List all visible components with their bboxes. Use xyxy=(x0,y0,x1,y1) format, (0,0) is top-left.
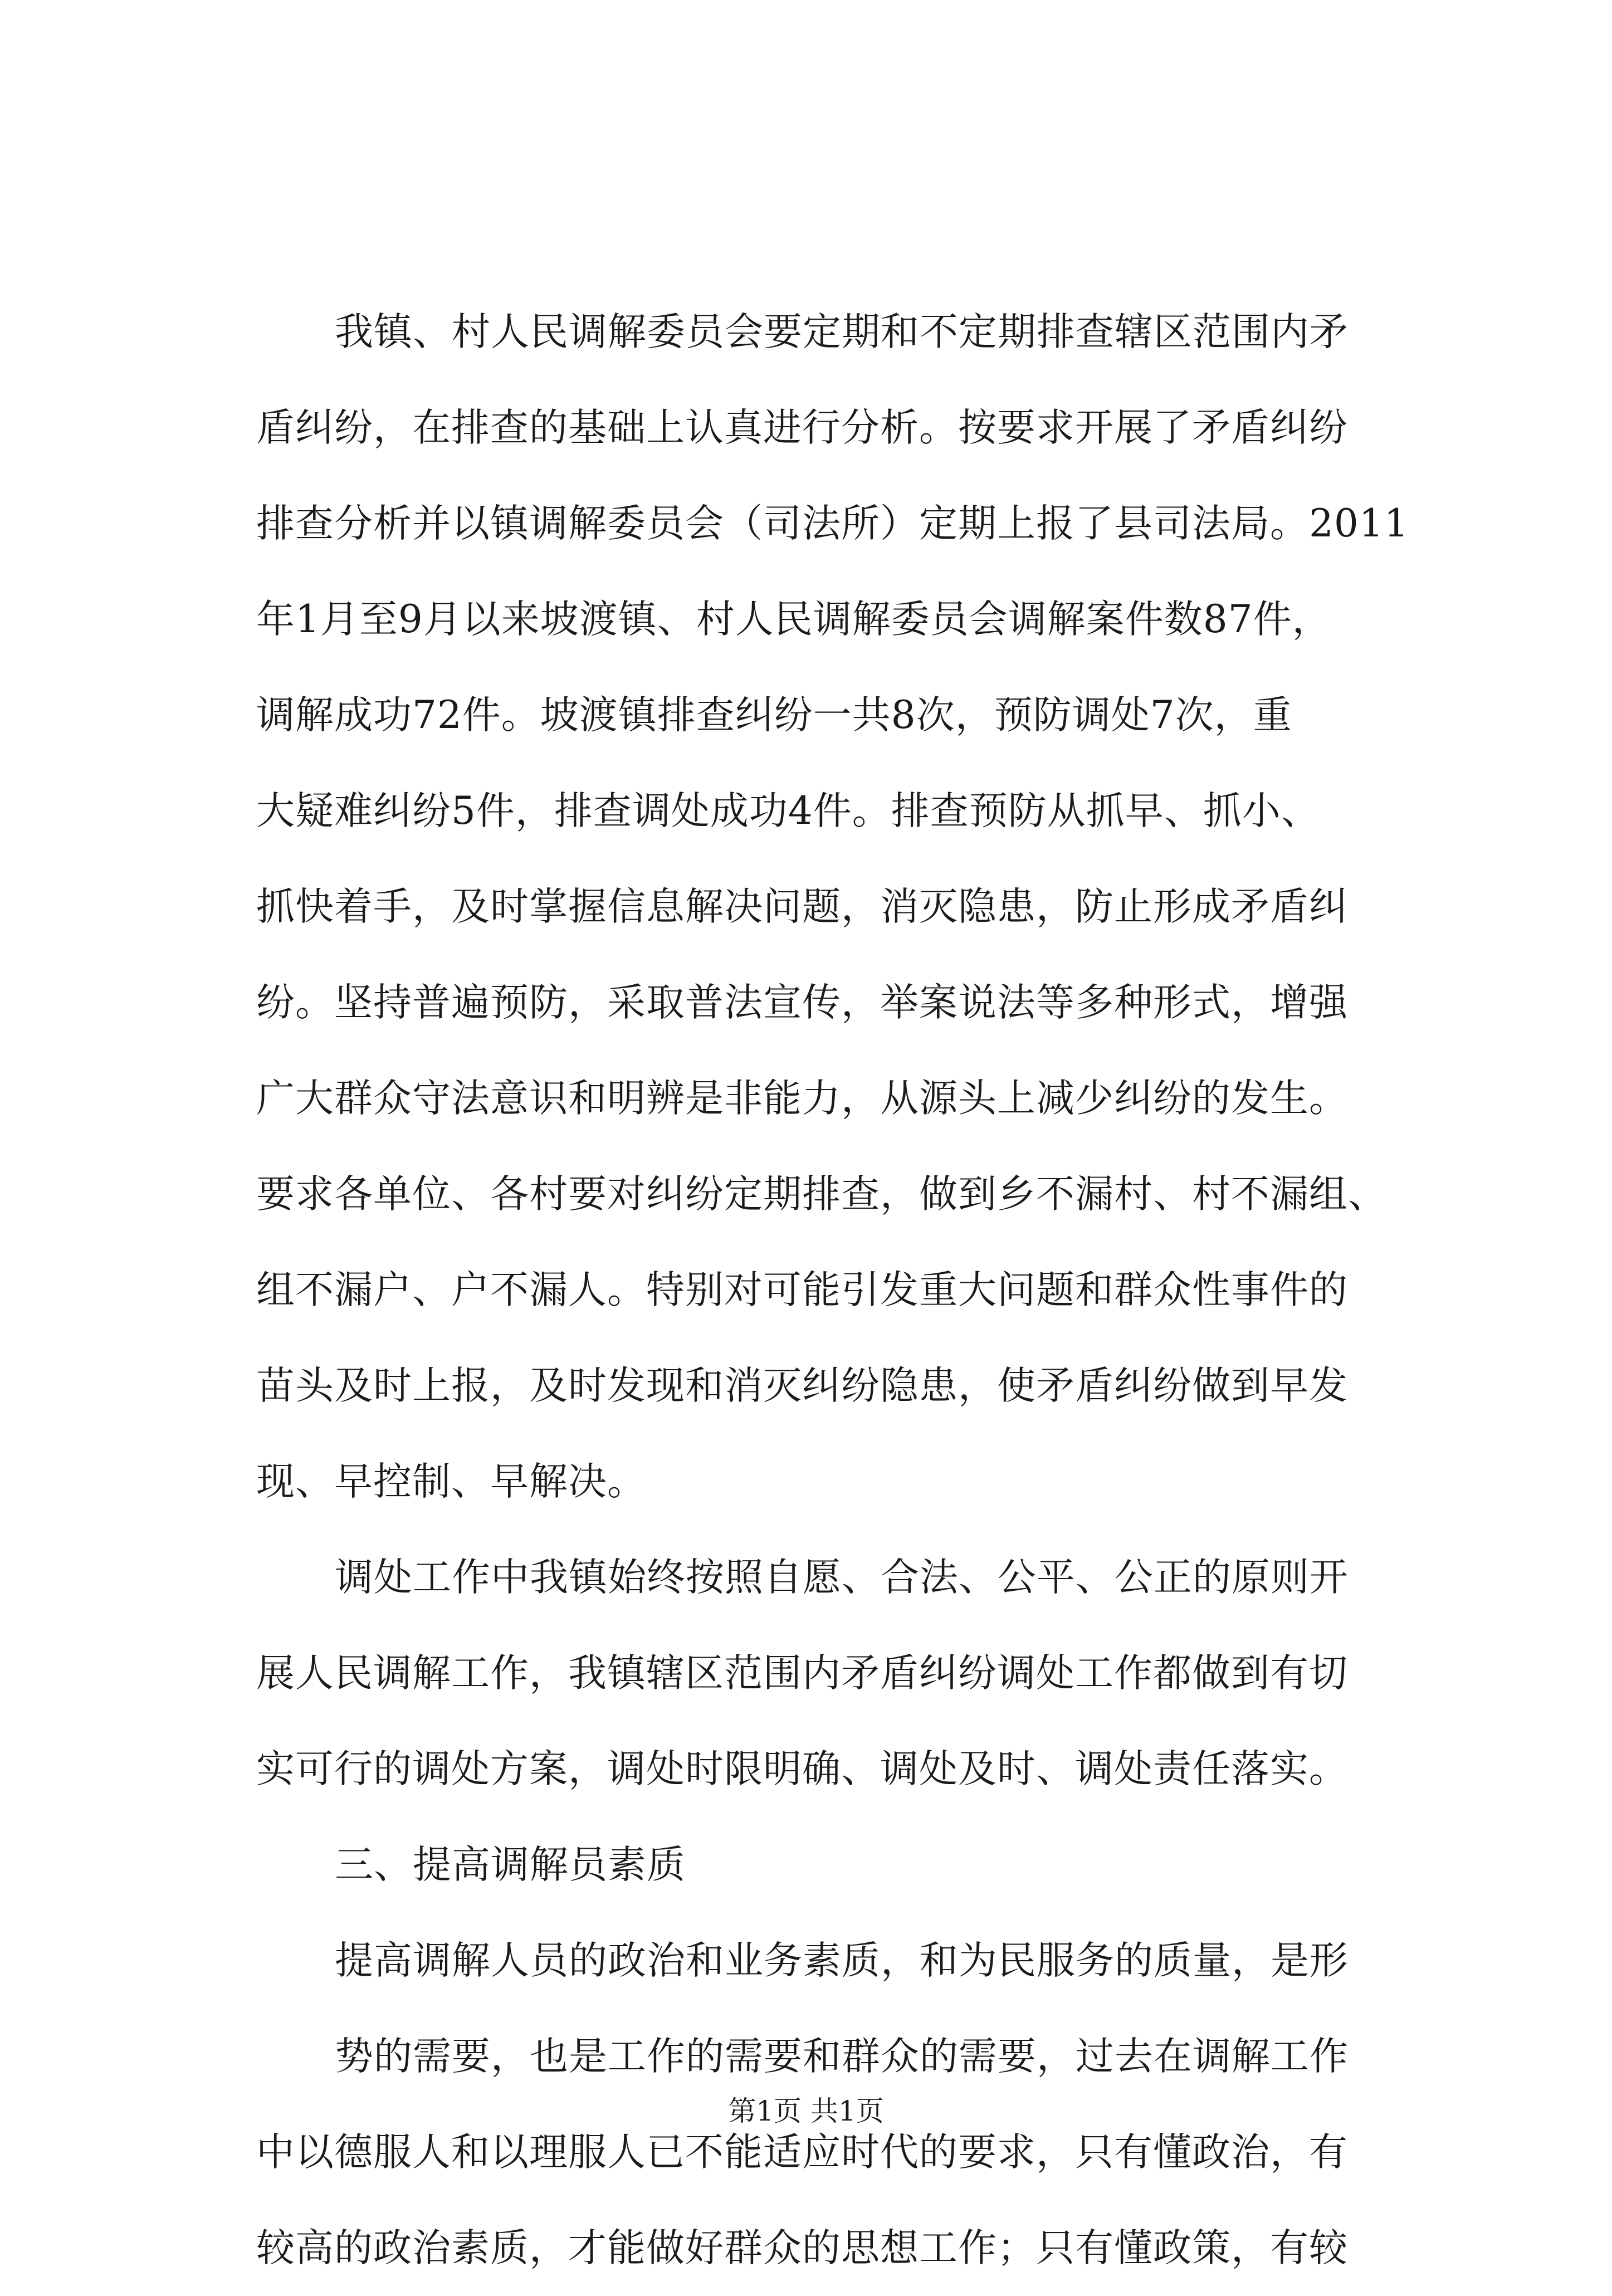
text-line: 年1月至9月以来坡渡镇、村人民调解委员会调解案件数87件， xyxy=(256,597,1331,642)
text-line: 提高调解人员的政治和业务素质，和为民服务的质量，是形 xyxy=(335,1938,1349,1983)
page-number-label: 第1页 共1页 xyxy=(728,2095,884,2127)
text-line: 抓快着手，及时掌握信息解决问题，消灭隐患，防止形成矛盾纠 xyxy=(256,885,1348,929)
document-body xyxy=(256,284,1412,2296)
paragraph-quality-need xyxy=(256,2009,1412,2296)
section-heading-text: 三、提高调解员素质 xyxy=(335,1843,686,1887)
text-line: 排查分析并以镇调解委员会（司法所）定期上报了县司法局。2011 xyxy=(256,501,1409,546)
text-line: 要求各单位、各村要对纠纷定期排查，做到乡不漏村、村不漏组、 xyxy=(256,1172,1387,1217)
text-line: 广大群众守法意识和明辨是非能力，从源头上减少纠纷的发生。 xyxy=(256,1076,1348,1121)
text-line: 现、早控制、早解决。 xyxy=(256,1459,646,1504)
text-line: 调解成功72件。坡渡镇排查纠纷一共8次，预防调处7次，重 xyxy=(256,693,1292,737)
section-heading xyxy=(256,1817,1412,1913)
text-line: 苗头及时上报，及时发现和消灭纠纷隐患，使矛盾纠纷做到早发 xyxy=(256,1364,1348,1408)
text-line: 较高的政治素质，才能做好群众的思想工作；只有懂政策，有较 xyxy=(256,2226,1348,2270)
text-line: 展人民调解工作，我镇辖区范围内矛盾纠纷调处工作都做到有切 xyxy=(256,1651,1348,1696)
text-line: 大疑难纠纷5件，排查调处成功4件。排查预防从抓早、抓小、 xyxy=(256,789,1320,833)
text-line: 势的需要，也是工作的需要和群众的需要，过去在调解工作 xyxy=(335,2034,1349,2079)
text-line: 纷。坚持普遍预防，采取普法宣传，举案说法等多种形式，增强 xyxy=(256,980,1348,1025)
paragraph-quality-intro xyxy=(256,1913,1412,2009)
text-line: 我镇、村人民调解委员会要定期和不定期排查辖区范围内矛 xyxy=(335,310,1349,354)
text-line: 调处工作中我镇始终按照自愿、合法、公平、公正的原则开 xyxy=(335,1555,1349,1600)
page-footer xyxy=(0,2094,1612,2128)
paragraph-dispute-screening xyxy=(256,284,1412,1530)
paragraph-mediation-principles xyxy=(256,1530,1412,1817)
text-line: 实可行的调处方案，调处时限明确、调处及时、调处责任落实。 xyxy=(256,1747,1348,1791)
text-line: 中以德服人和以理服人已不能适应时代的要求，只有懂政治，有 xyxy=(256,2130,1348,2175)
text-line: 组不漏户、户不漏人。特别对可能引发重大问题和群众性事件的 xyxy=(256,1268,1348,1312)
text-line: 盾纠纷，在排查的基础上认真进行分析。按要求开展了矛盾纠纷 xyxy=(256,406,1348,450)
